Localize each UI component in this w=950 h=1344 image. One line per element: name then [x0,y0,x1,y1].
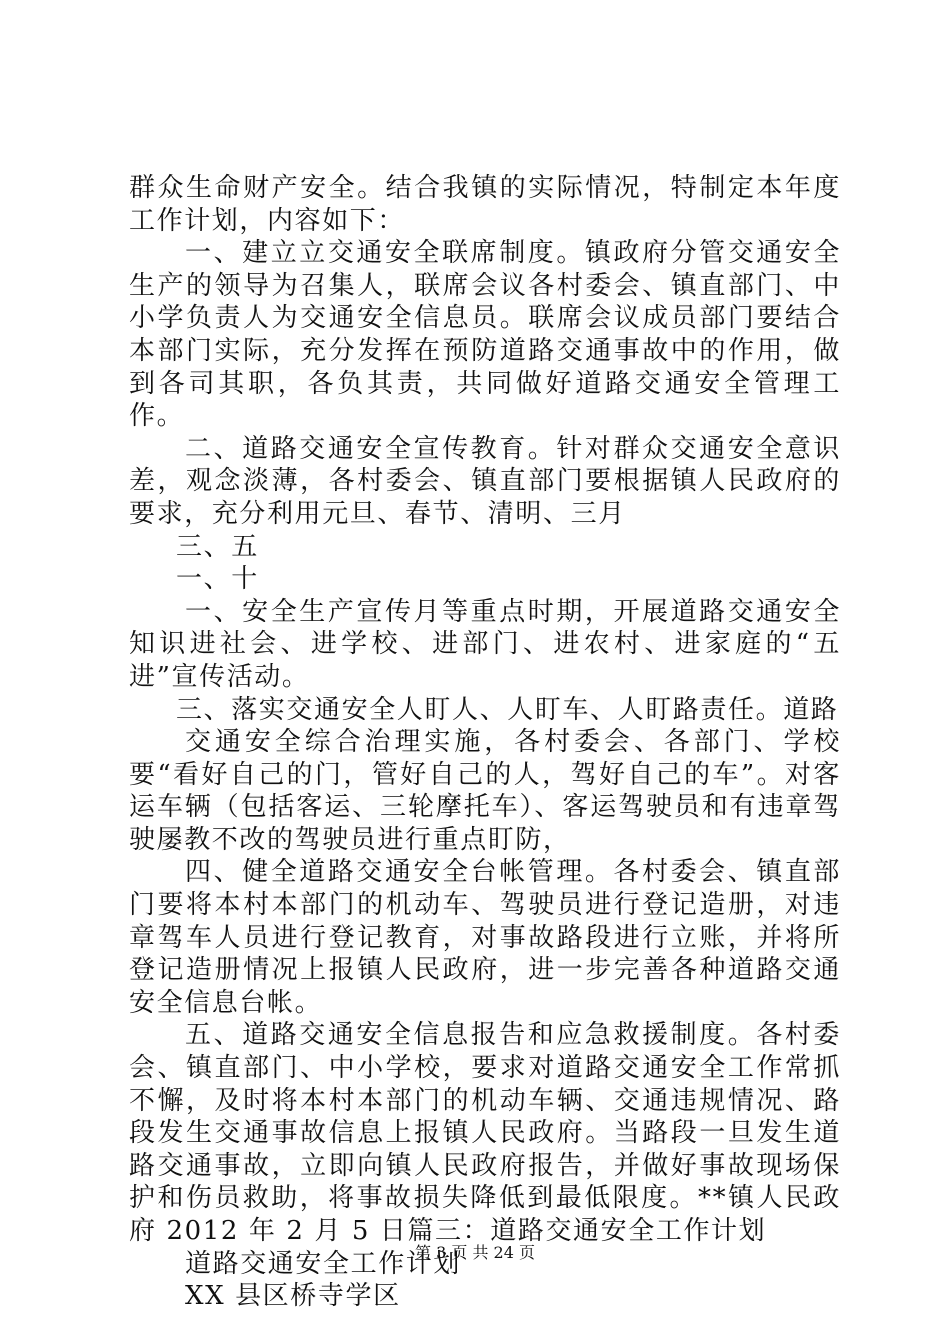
paragraph-item-5: 五、道路交通安全信息报告和应急救援制度。各村委会、镇直部门、中小学校，要求对道路交通安全工作常抓不懈，及时将本村本部门的机动车辆、交通违规情况、路段发生交通事故信息上报镇人民政府。当路段一旦发生道路交通事故，立即向镇人民政府报告，并做好事故现场保护和伤员救助，将事故损失降低到最低限度。**镇人民政府 2012 年 2 月 5 日篇三：道路交通安全工作计划 [129,1020,841,1246]
paragraph-item-3: 三、落实交通安全人盯人、人盯车、人盯路责任。道路 [176,694,839,725]
paragraph-item-1: 一、建立立交通安全联席制度。镇政府分管交通安全生产的领导为召集人，联席会议各村委会、镇直部门、中小学负责人为交通安全信息员。联席会议成员部门要结合本部门实际，充分发挥在预防道路交通事故中的作用，做到各司其职，各负其责，共同做好道路交通安全管理工作。 [129,238,841,432]
paragraph-fragment-3: 一、安全生产宣传月等重点时期，开展道路交通安全知识进社会、进学校、进部门、进农村、进家庭的“五进”宣传活动。 [129,596,841,692]
paragraph-fragment-1: 三、五 [176,531,259,562]
document-body [129,172,841,1313]
paragraph-item-4: 四、健全道路交通安全台帐管理。各村委会、镇直部门要将本村本部门的机动车、驾驶员进行登记造册，对违章驾车人员进行登记教育，对事故路段进行立账，并将所登记造册情况上报镇人民政府，进一步完善各种道路交通安全信息台帐。 [129,857,841,1018]
paragraph-intro: 群众生命财产安全。结合我镇的实际情况，特制定本年度工作计划，内容如下： [129,173,841,236]
section-subheading: XX 县区桥寺学区 [185,1281,401,1312]
paragraph-item-2: 二、道路交通安全宣传教育。针对群众交通安全意识差，观念淡薄，各村委会、镇直部门要根据镇人民政府的要求，充分利用元旦、春节、清明、三月 [129,433,841,529]
page-footer: 第 3 页 共 24 页 [415,1243,535,1262]
section-heading: 道路交通安全工作计划 [185,1248,462,1279]
paragraph-item-3-continued: 交通安全综合治理实施，各村委会、各部门、学校要“看好自己的门，管好自己的人，驾好自己的车”。对客运车辆（包括客运、三轮摩托车）、客运驾驶员和有违章驾驶屡教不改的驾驶员进行重点盯防， [129,727,841,855]
paragraph-fragment-2: 一、十 [176,564,259,595]
